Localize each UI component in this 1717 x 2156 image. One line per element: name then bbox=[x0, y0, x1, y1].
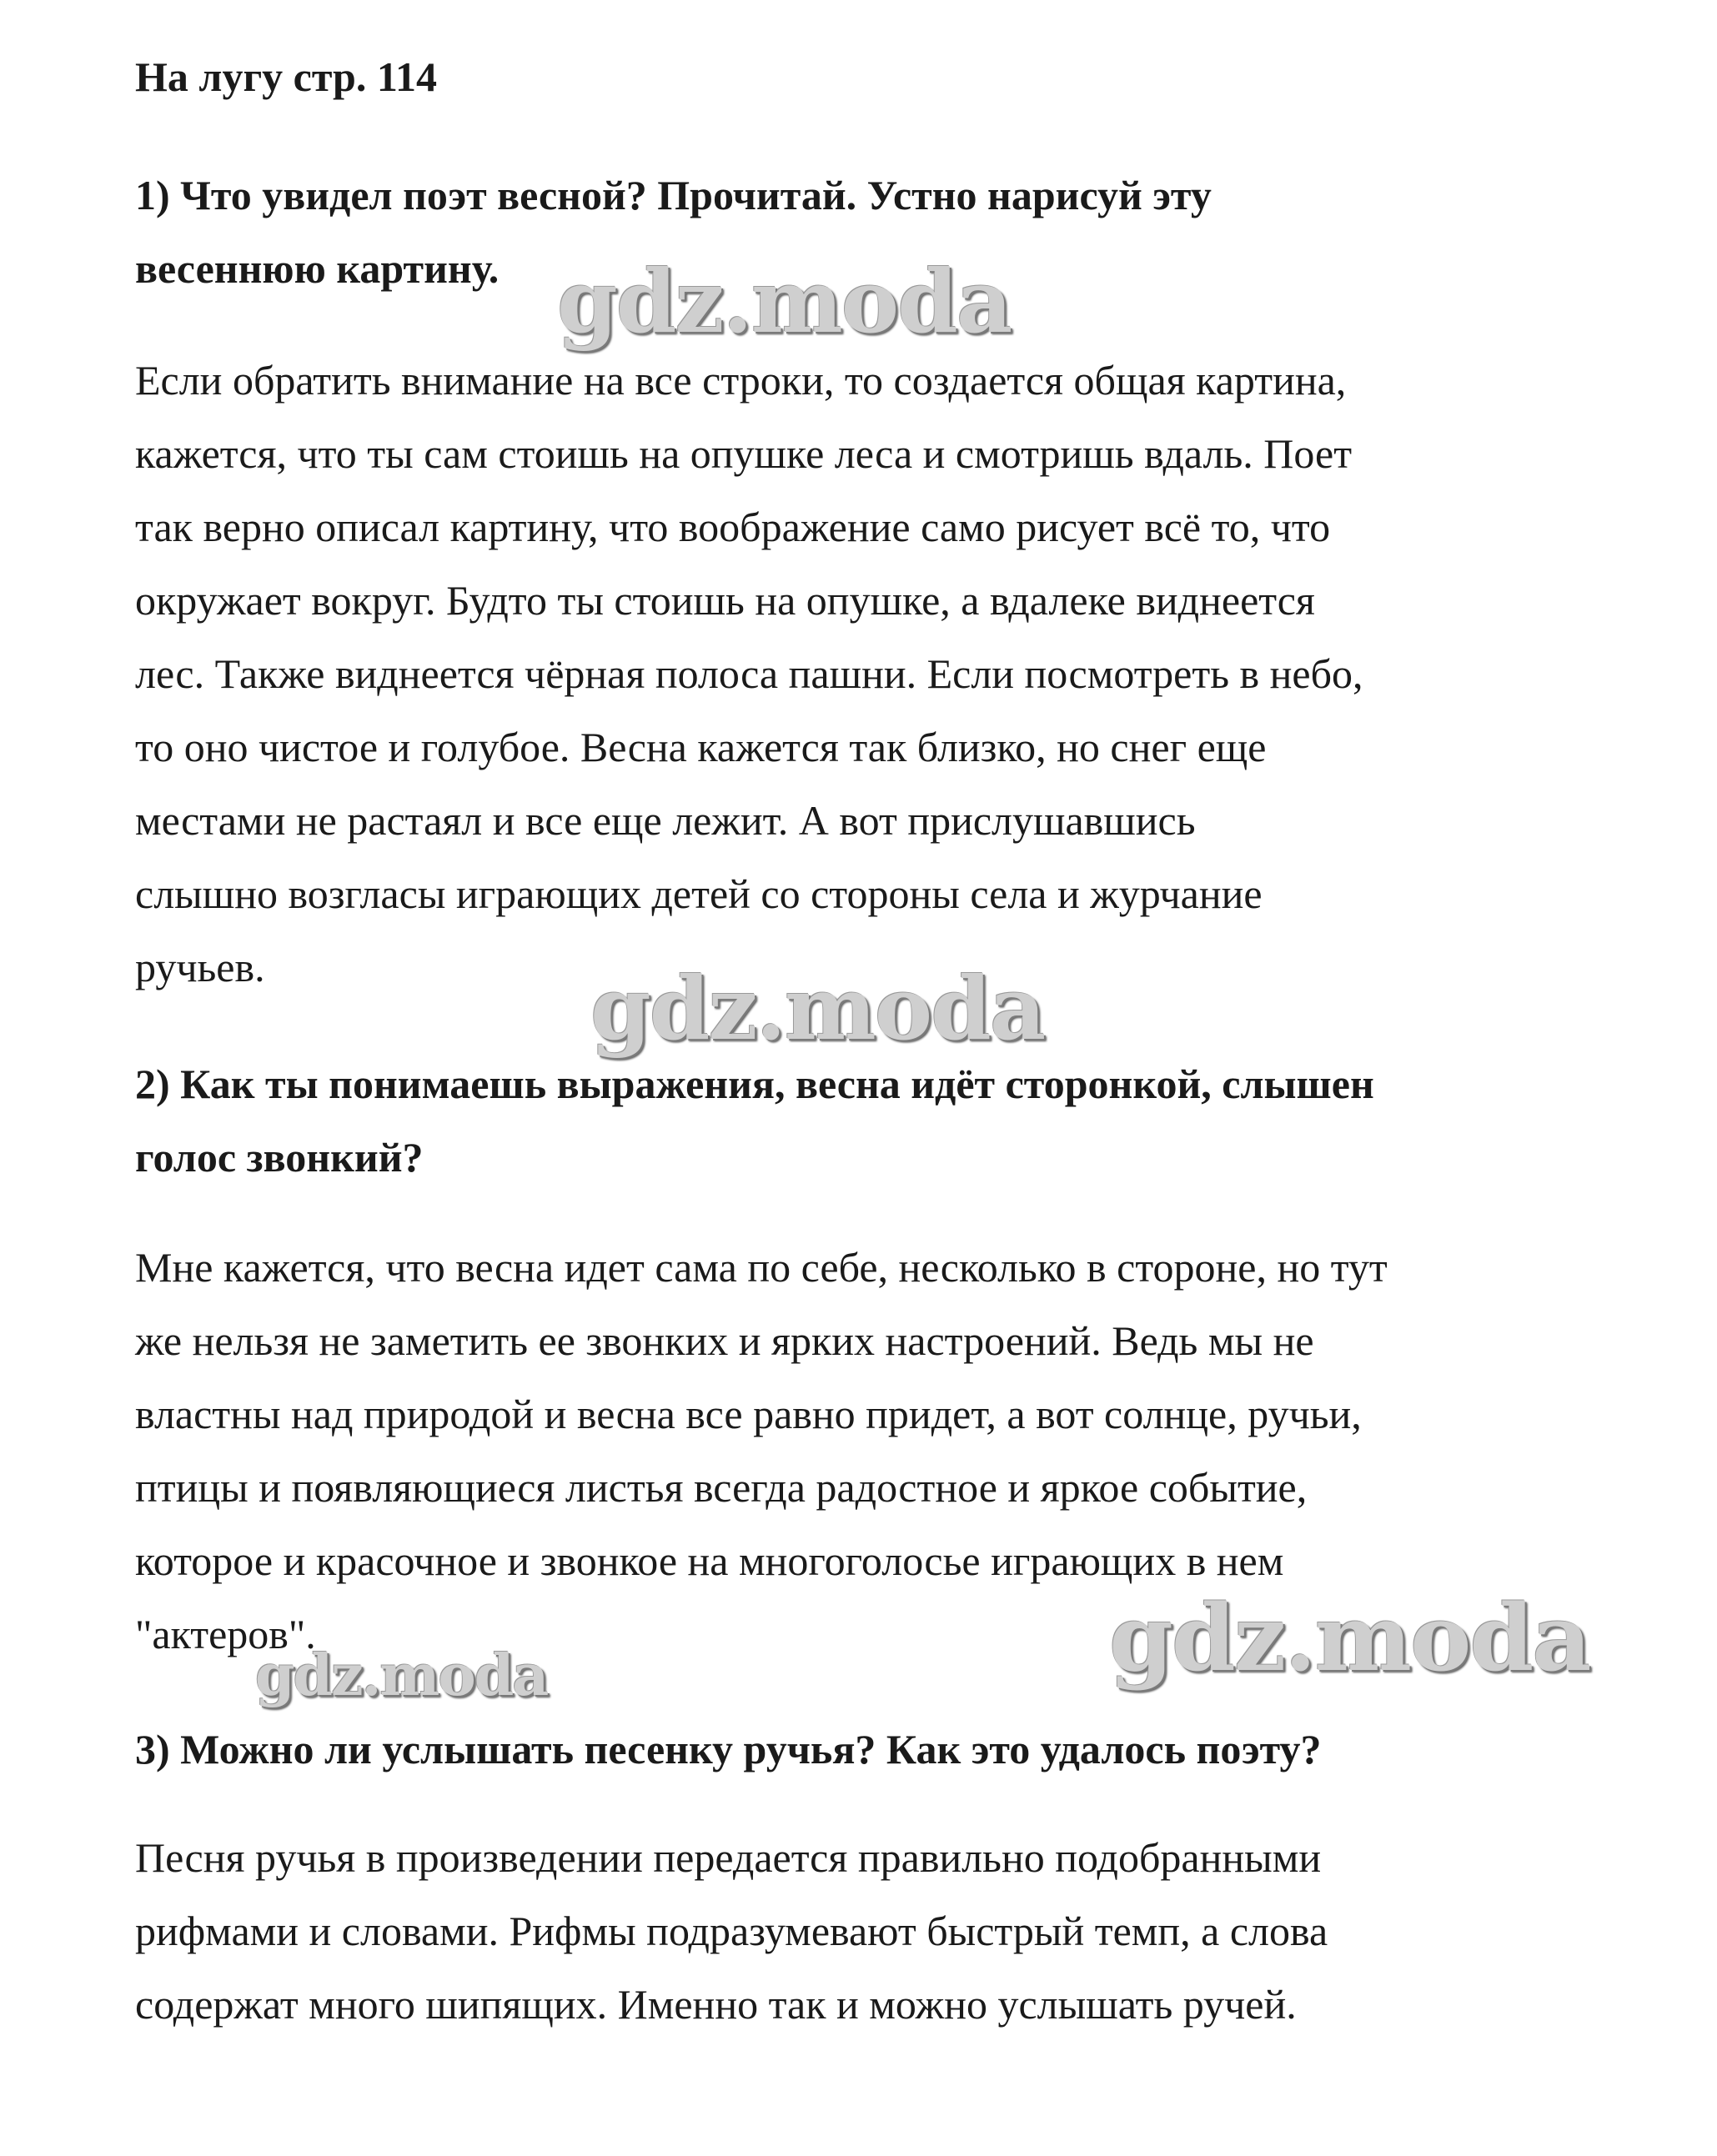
question-3: 3) Можно ли услышать песенку ручья? Как это удалось поэту? bbox=[135, 1726, 1322, 1772]
watermark-3: gdz.moda bbox=[1109, 1584, 1590, 1692]
answer-3: Песня ручья в произведении передается правильно подобранными рифмами и словами. Рифмы подразумевают быстрый темп, а слова содержат много шипящих. Именно так и можно услышать ручей. bbox=[135, 1834, 1328, 2028]
watermark-1: gdz.moda bbox=[557, 250, 1012, 353]
answer-1: Если обратить внимание на все строки, то создается общая картина, кажется, что ты сам стоишь на опушке леса и смотришь вдаль. Поет так верно описал картину, что воображение само рисует всё то, что окружает вокруг. Будто ты стоишь на опушке, а вдалеке виднеется лес. Также виднеется чёрная полоса пашни. Если посмотреть в небо, то оно чистое и голубое. Весна кажется так близко, но снег еще местами не растаял и все еще лежит. А вот прислушавшись слышно возгласы играющих детей со стороны села и журчание ручьев. bbox=[135, 357, 1363, 990]
answer-2: Мне кажется, что весна идет сама по себе, несколько в стороне, но тут же нельзя не заметить ее звонких и ярких настроений. Ведь мы не властны над природой и весна все равно придет, а вот солнце, ручьи, птицы и появляющиеся листья всегда радостное и яркое событие, которое и красочное и звонкое на многоголосье играющих в нем "актеров". bbox=[135, 1244, 1388, 1657]
question-2: 2) Как ты понимаешь выражения, весна идёт сторонкой, слышен голос звонкий? bbox=[135, 1060, 1374, 1181]
question-1: 1) Что увидел поэт весной? Прочитай. Устно нарисуй эту весеннюю картину. bbox=[135, 172, 1212, 292]
watermark-2: gdz.moda bbox=[590, 957, 1045, 1060]
page-title: На лугу стр. 114 bbox=[135, 53, 438, 100]
watermark-4: gdz.moda bbox=[255, 1642, 548, 1709]
